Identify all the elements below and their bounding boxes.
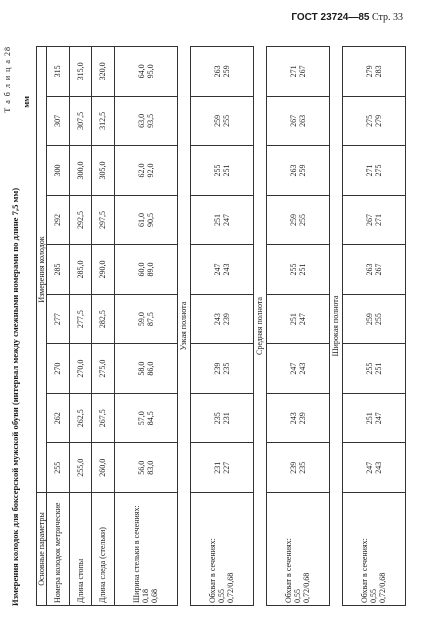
- param-header: Основные параметры: [37, 493, 47, 606]
- track-value: 267,5: [92, 393, 115, 443]
- girth-2-value-line: 251: [297, 263, 307, 276]
- girth-1-value-line: 235: [221, 362, 231, 375]
- girth-3-value-line: 247: [364, 461, 374, 474]
- number-value: 277: [47, 294, 70, 344]
- number-value: 270: [47, 344, 70, 394]
- girth-1-label-text: Обхват в сечениях:: [208, 538, 218, 603]
- girth-3-value: [342, 47, 405, 97]
- track-row: [92, 47, 115, 606]
- insole-value-line: 87,5: [145, 312, 155, 327]
- girth-1-value: [190, 393, 253, 443]
- insole-value-line: 93,5: [145, 113, 155, 128]
- girth-1-value: [190, 443, 253, 493]
- section-title: Средняя полнота: [255, 297, 265, 355]
- girth-2-value-line: 247: [288, 362, 298, 375]
- girth-2-value-line: 267: [288, 114, 298, 127]
- foot-row: [69, 47, 92, 606]
- foot-value: 277,5: [69, 294, 92, 344]
- page-header: [291, 12, 403, 23]
- number-value: 255: [47, 443, 70, 493]
- measurements-table: [36, 46, 406, 606]
- girth-2-value: [266, 96, 329, 146]
- girth-3-value: [342, 443, 405, 493]
- number-value: 292: [47, 195, 70, 245]
- insole-value-line: 61,0: [136, 213, 146, 227]
- insole-value-line: 83,0: [145, 460, 155, 475]
- girth-3-value: [342, 96, 405, 146]
- foot-value: 270,0: [69, 344, 92, 394]
- girth-2-value-line: 243: [297, 362, 307, 375]
- girth-1-value-line: 263: [212, 65, 222, 78]
- girth-3-value: [342, 146, 405, 196]
- foot-value: 292,5: [69, 195, 92, 245]
- girth-2-value-line: 263: [297, 114, 307, 127]
- track-value: 305,0: [92, 146, 115, 196]
- girth-3-value-line: 259: [364, 313, 374, 326]
- number-label-row: [47, 47, 70, 606]
- foot-value: 300,0: [69, 146, 92, 196]
- girth-2-value-line: 243: [288, 412, 298, 425]
- girth-2-value-line: 235: [297, 461, 307, 474]
- track-value: 290,0: [92, 245, 115, 295]
- girth-1-value-line: 259: [221, 65, 231, 78]
- girth-1-value-line: 227: [221, 461, 231, 474]
- girth-1-value-line: 255: [221, 114, 231, 127]
- track-value: 320,0: [92, 47, 115, 97]
- girth-1-value-line: 235: [212, 412, 222, 425]
- girth-3-value-line: 251: [364, 412, 374, 425]
- insole-value-line: 56,0: [136, 460, 146, 475]
- number-label: Номера колодок метрические: [47, 493, 70, 606]
- number-value: 300: [47, 146, 70, 196]
- girth-3-value: [342, 245, 405, 295]
- girth-2-value-line: 267: [297, 65, 307, 78]
- insole-value: [114, 294, 177, 344]
- girth-2-value-line: 251: [288, 313, 298, 326]
- girth-1-value-line: 239: [212, 362, 222, 375]
- foot-value: 262,5: [69, 393, 92, 443]
- girth-1-section: 0,55: [217, 589, 227, 603]
- track-value: 275,0: [92, 344, 115, 394]
- girth-3-label: [342, 493, 405, 606]
- insole-value-line: 57,0: [136, 411, 146, 426]
- girth-2-value: [266, 47, 329, 97]
- girth-3-section: 0,55: [369, 589, 379, 603]
- girth-1-value-line: 239: [221, 313, 231, 326]
- rotated-page: [3, 45, 408, 610]
- girth-1-section: 0,72/0,68: [226, 572, 236, 603]
- foot-value: 285,0: [69, 245, 92, 295]
- girth-3-value-line: 267: [364, 214, 374, 226]
- girth-1-value-line: 251: [221, 164, 231, 177]
- insole-value-line: 92,0: [145, 163, 155, 178]
- section-title: Узкая полнота: [179, 301, 189, 351]
- table-unit: мм: [21, 96, 31, 108]
- girth-2-value: [266, 344, 329, 394]
- girth-3-value-line: 255: [373, 313, 383, 326]
- insole-value-line: 84,5: [145, 411, 155, 426]
- foot-value: 315,0: [69, 47, 92, 97]
- insole-value: [114, 195, 177, 245]
- girth-3-value-line: 271: [364, 164, 374, 177]
- foot-value: 255,0: [69, 443, 92, 493]
- girth-1-value-line: 255: [212, 164, 222, 177]
- girth-3-value-line: 283: [373, 65, 383, 78]
- girth-2-value: [266, 195, 329, 245]
- girth-1-value-line: 231: [212, 461, 222, 474]
- girth-1-value: [190, 146, 253, 196]
- insole-value-line: 86,0: [145, 361, 155, 376]
- girth-2-value-line: 263: [288, 164, 298, 177]
- girth-3-value-line: 255: [364, 362, 374, 375]
- girth-3-value-line: 271: [373, 214, 383, 226]
- insole-value: [114, 443, 177, 493]
- group-header: Измерения колодок: [37, 47, 47, 493]
- girth-1-value: [190, 96, 253, 146]
- insole-value-line: 64,0: [136, 64, 146, 79]
- girth-2-value-line: 247: [297, 313, 307, 326]
- girth-2-section: 0,72/0,68: [302, 572, 312, 603]
- section-title-row: [329, 47, 342, 606]
- insole-value-line: 58,0: [136, 361, 146, 376]
- girth-1-value: [190, 294, 253, 344]
- insole-value-line: 63,0: [136, 113, 146, 128]
- insole-label-text: Ширина стельки в сечениях:: [132, 505, 142, 603]
- girth-3-section: 0,72/0,68: [378, 572, 388, 603]
- insole-value-line: 95,0: [145, 64, 155, 79]
- girth-1-row: [190, 47, 253, 606]
- girth-2-value-line: 239: [297, 412, 307, 425]
- girth-1-value: [190, 344, 253, 394]
- girth-2-section: 0,55: [293, 589, 303, 603]
- girth-1-value-line: 251: [212, 214, 222, 226]
- insole-value: [114, 96, 177, 146]
- girth-1-label: [190, 493, 253, 606]
- girth-3-row: [342, 47, 405, 606]
- section-title: Широкая полнота: [331, 295, 341, 357]
- track-value: 282,5: [92, 294, 115, 344]
- girth-3-value: [342, 195, 405, 245]
- number-value: 285: [47, 245, 70, 295]
- girth-2-value: [266, 443, 329, 493]
- girth-2-value: [266, 294, 329, 344]
- insole-value-line: 62,0: [136, 163, 146, 178]
- insole-section: 0,18: [141, 589, 151, 603]
- girth-2-value-line: 271: [288, 65, 298, 78]
- insole-value-line: 60,0: [136, 262, 146, 277]
- track-value: 297,5: [92, 195, 115, 245]
- number-value: 315: [47, 47, 70, 97]
- table-caption: [3, 46, 32, 606]
- track-label: Длина следа (стельки): [92, 493, 115, 606]
- insole-value: [114, 245, 177, 295]
- girth-2-value-line: 259: [297, 164, 307, 177]
- girth-2-value: [266, 245, 329, 295]
- foot-label: Длина стопы: [69, 493, 92, 606]
- girth-2-row: [266, 47, 329, 606]
- standard-number: ГОСТ 23724—85: [291, 12, 370, 23]
- insole-row: [114, 47, 177, 606]
- girth-1-value-line: 259: [212, 114, 222, 127]
- track-value: 312,5: [92, 96, 115, 146]
- girth-2-value-line: 239: [288, 461, 298, 474]
- girth-3-value-line: 243: [373, 461, 383, 474]
- girth-3-value-line: 263: [364, 263, 374, 276]
- girth-3-value-line: 267: [373, 263, 383, 276]
- girth-2-value-line: 259: [288, 214, 298, 226]
- girth-2-label-text: Обхват в сечениях:: [284, 538, 294, 603]
- girth-3-value: [342, 393, 405, 443]
- girth-1-value-line: 247: [212, 263, 222, 276]
- girth-1-value-line: 247: [221, 214, 231, 226]
- girth-3-value-line: 251: [373, 362, 383, 375]
- girth-3-value-line: 247: [373, 412, 383, 425]
- girth-1-value-line: 231: [221, 412, 231, 425]
- girth-3-label-text: Обхват в сечениях:: [360, 538, 370, 603]
- girth-2-value: [266, 146, 329, 196]
- table-label: Т а б л и ц а 28: [3, 46, 12, 113]
- insole-value: [114, 344, 177, 394]
- section-title-row: [177, 47, 190, 606]
- girth-1-value: [190, 195, 253, 245]
- number-value: 262: [47, 393, 70, 443]
- foot-value: 307,5: [69, 96, 92, 146]
- girth-3-value-line: 279: [373, 114, 383, 127]
- girth-3-value-line: 275: [364, 114, 374, 127]
- insole-label: [114, 493, 177, 606]
- page-number: Стр. 33: [371, 12, 403, 23]
- insole-value: [114, 393, 177, 443]
- girth-2-value-line: 255: [297, 214, 307, 226]
- girth-3-value: [342, 344, 405, 394]
- table-title: Измерения колодок для боксерской мужской обуви (интервал между смежными номерами по длине 7,5 мм): [10, 187, 20, 606]
- insole-value: [114, 47, 177, 97]
- girth-1-value: [190, 47, 253, 97]
- girth-3-value-line: 279: [364, 65, 374, 78]
- girth-3-value-line: 275: [373, 164, 383, 177]
- insole-section: 0,68: [150, 589, 160, 603]
- girth-1-value-line: 243: [212, 313, 222, 326]
- insole-value-line: 89,0: [145, 262, 155, 277]
- track-value: 260,0: [92, 443, 115, 493]
- insole-value-line: 90,5: [145, 213, 155, 227]
- girth-2-label: [266, 493, 329, 606]
- insole-value: [114, 146, 177, 196]
- girth-1-value-line: 243: [221, 263, 231, 276]
- girth-2-value-line: 255: [288, 263, 298, 276]
- section-title-row: [253, 47, 266, 606]
- insole-value-line: 59,0: [136, 312, 146, 327]
- header-row: [37, 47, 47, 606]
- girth-1-value: [190, 245, 253, 295]
- girth-3-value: [342, 294, 405, 344]
- number-value: 307: [47, 96, 70, 146]
- girth-2-value: [266, 393, 329, 443]
